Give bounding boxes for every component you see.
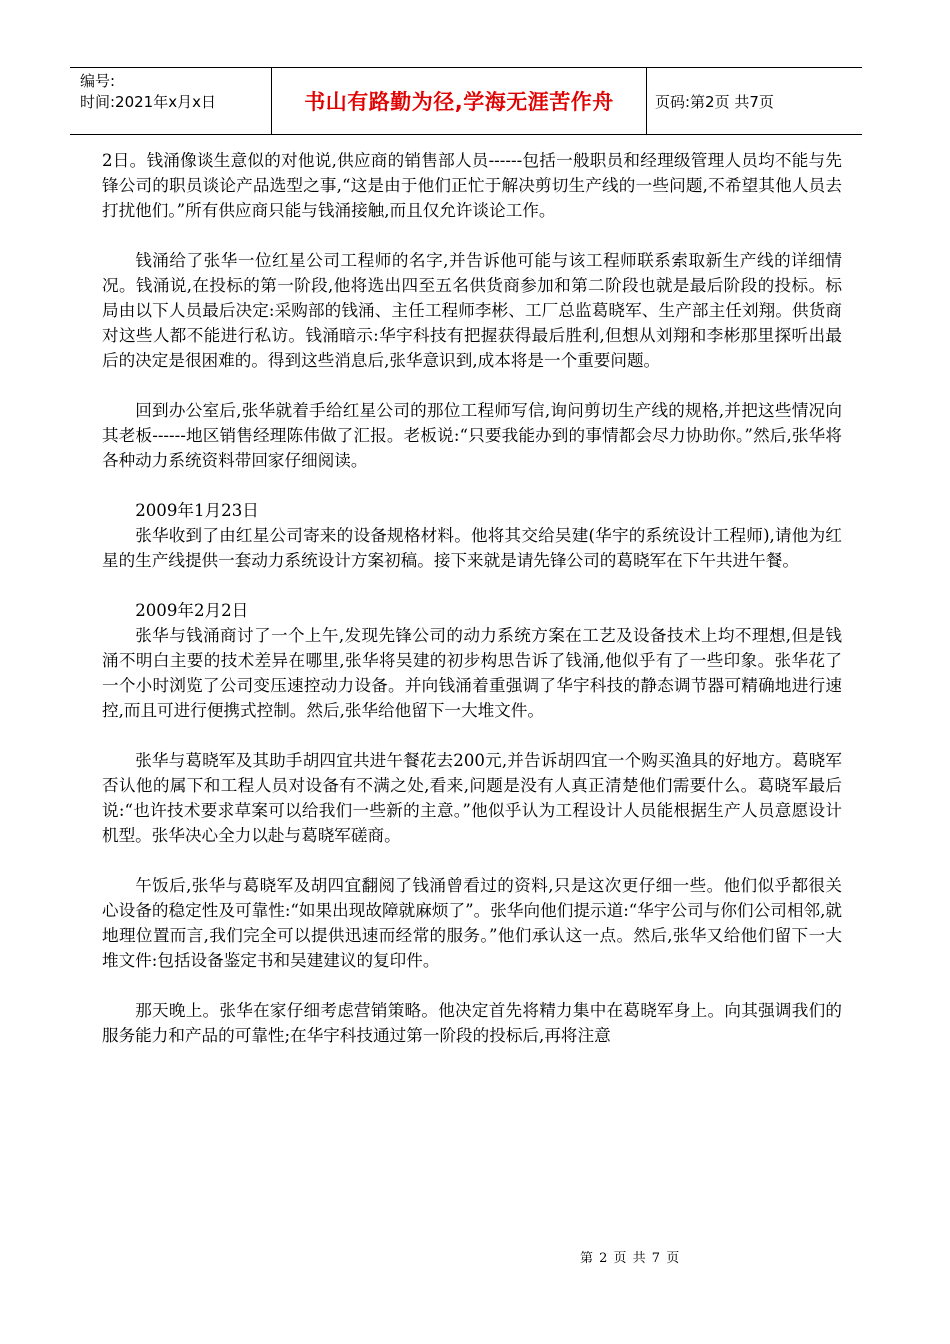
document-number-label: 编号: <box>80 72 116 90</box>
paragraph: 回到办公室后,张华就着手给红星公司的那位工程师写信,询问剪切生产线的规格,并把这些情况向其老板------地区销售经理陈伟做了汇报。老板说:“只要我能办到的事情都会尽力协助你。”然后,张华将各种动力系统资料带回家仔细阅读。 <box>102 401 842 470</box>
document-body <box>102 148 842 1073</box>
paragraph: 张华与钱涌商讨了一个上午,发现先锋公司的动力系统方案在工艺及设备技术上均不理想,但是钱涌不明白主要的技术差异在哪里,张华将吴建的初步构思告诉了钱涌,他似乎有了一些印象。张华花了一个小时浏览了公司变压速控动力设备。并向钱涌着重强调了华宇科技的静态调节器可精确地进行速控,而且可进行便携式控制。然后,张华给他留下一大堆文件。 <box>102 626 842 720</box>
paragraph: 张华与葛晓军及其助手胡四宜共进午餐花去200元,并告诉胡四宜一个购买渔具的好地方。葛晓军否认他的属下和工程人员对设备有不满之处,看来,问题是没有人真正清楚他们需要什么。葛晓军最后说:“也许技术要求草案可以给我们一些新的主意。”他似乎认为工程设计人员能根据生产人员意愿设计机型。张华决心全力以赴与葛晓军磋商。 <box>102 751 842 845</box>
footer-page-number: 第 2 页 共 7 页 <box>580 1251 681 1266</box>
dated-entry <box>102 598 842 723</box>
entry-date: 2009年2月2日 <box>135 601 249 620</box>
paragraph: 2日。钱涌像谈生意似的对他说,供应商的销售部人员------包括一般职员和经理级管理人员均不能与先锋公司的职员谈论产品选型之事,“这是由于他们正忙于解决剪切生产线的一些问题,不希望其他人员去打扰他们。”所有供应商只能与钱涌接触,而且仅允许谈论工作。 <box>102 151 842 220</box>
dated-entry <box>102 498 842 573</box>
document-time-label: 时间:2021年x月x日 <box>80 93 216 111</box>
page-header <box>70 67 862 135</box>
entry-date: 2009年1月23日 <box>135 501 259 520</box>
paragraph: 张华收到了由红星公司寄来的设备规格材料。他将其交给吴建(华宇的系统设计工程师),请他为红星的生产线提供一套动力系统设计方案初稿。接下来就是请先锋公司的葛晓军在下午共进午餐。 <box>102 526 842 570</box>
header-meta <box>70 68 272 134</box>
paragraph: 那天晚上。张华在家仔细考虑营销策略。他决定首先将精力集中在葛晓军身上。向其强调我们的服务能力和产品的可靠性;在华宇科技通过第一阶段的投标后,再将注意 <box>102 1001 842 1045</box>
paragraph: 钱涌给了张华一位红星公司工程师的名字,并告诉他可能与该工程师联系索取新生产线的详细情况。钱涌说,在投标的第一阶段,他将选出四至五名供货商参加和第二阶段也就是最后阶段的投标。标局由以下人员最后决定:采购部的钱涌、主任工程师李彬、工厂总监葛晓军、生产部主任刘翔。供货商对这些人都不能进行私访。钱涌暗示:华宇科技有把握获得最后胜利,但想从刘翔和李彬那里探听出最后的决定是很困难的。得到这些消息后,张华意识到,成本将是一个重要问题。 <box>102 251 842 370</box>
header-page-info: 页码:第2页 共7页 <box>655 92 774 111</box>
header-motto: 书山有路勤为径,学海无涯苦作舟 <box>272 68 647 134</box>
paragraph: 午饭后,张华与葛晓军及胡四宜翻阅了钱涌曾看过的资料,只是这次更仔细一些。他们似乎都很关心设备的稳定性及可靠性:“如果出现故障就麻烦了”。张华向他们提示道:“华宇公司与你们公司相邻,就地理位置而言,我们完全可以提供迅速而经常的服务。”他们承认这一点。然后,张华又给他们留下一大堆文件:包括设备鉴定书和吴建建议的复印件。 <box>102 876 842 970</box>
